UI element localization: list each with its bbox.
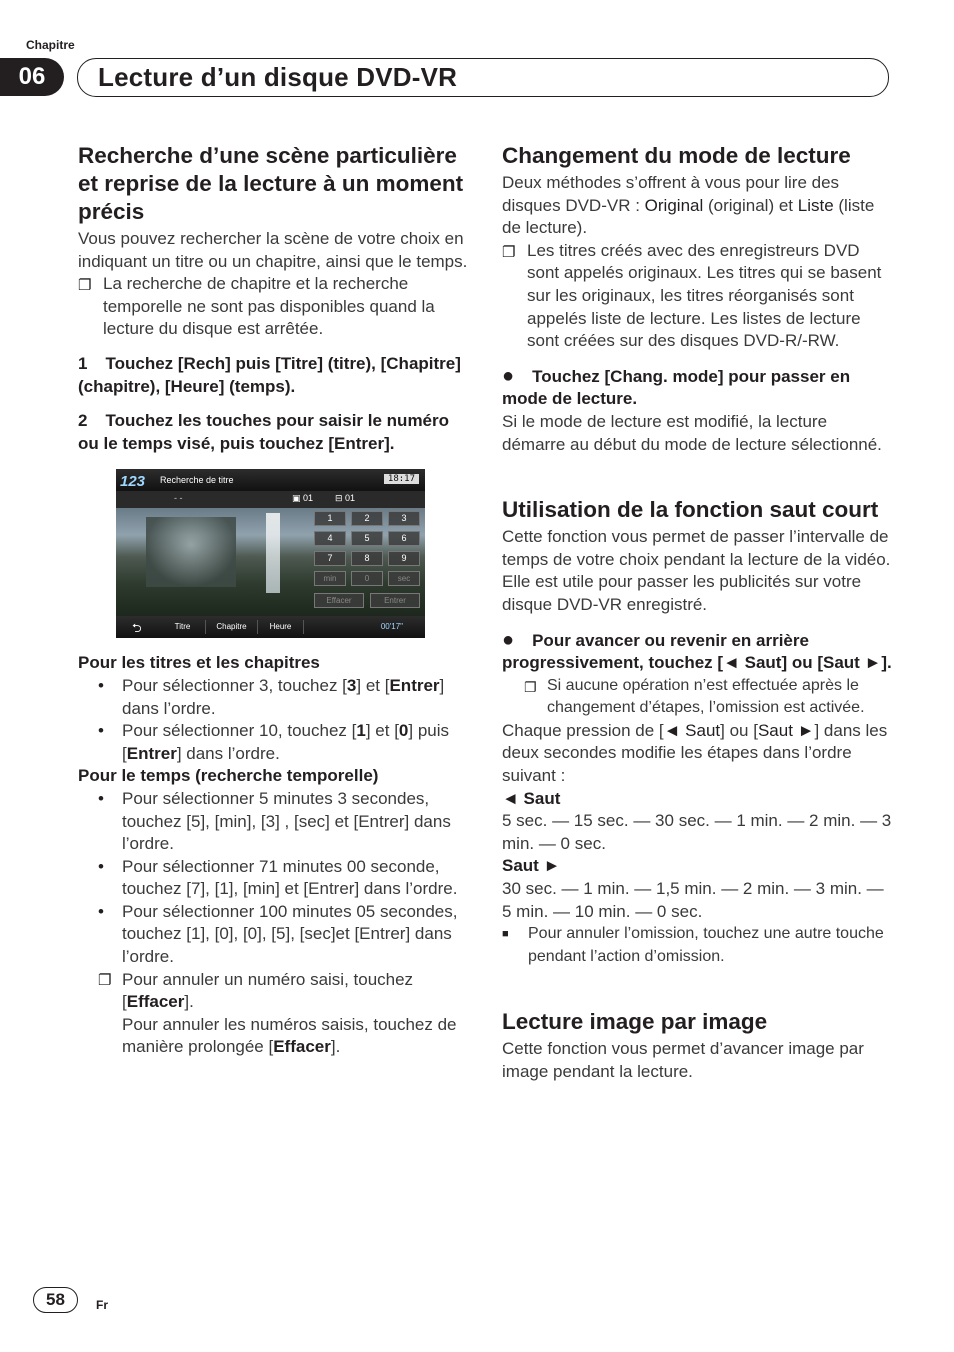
key-sec[interactable]: sec — [388, 571, 420, 586]
language-code: Fr — [96, 1298, 108, 1312]
time-bullet-3: • Pour sélectionner 100 minutes 05 secondes, touchez [1], [0], [0], [5], [sec]et [Entrer] dans l’ordre. — [98, 901, 458, 967]
step-1 — [78, 353, 468, 398]
page-number: 58 — [33, 1287, 78, 1313]
scene-waterfall — [266, 513, 280, 593]
time-heading: Pour le temps (recherche temporelle) — [78, 766, 379, 786]
screen-button-title[interactable]: Titre — [160, 620, 206, 634]
screen-button-chapter[interactable]: Chapitre — [206, 620, 258, 634]
skip-forward-sequence: 30 sec. — 1 min. — 1,5 min. — 2 min. — 3 min. — 5 min. — 10 min. — 0 sec. — [502, 879, 884, 921]
key-4[interactable]: 4 — [314, 531, 346, 546]
key-clear[interactable]: Effacer — [314, 593, 364, 608]
chapter-label: Chapitre — [26, 38, 75, 52]
search-note-text: La recherche de chapitre et la recherche temporelle ne sont pas disponibles quand la lecture du disque est arrêtée. — [103, 274, 435, 339]
key-2[interactable]: 2 — [351, 511, 383, 526]
skip-step: ● Pour avancer ou revenir en arrière progressivement, touchez [◄ Saut] ou [Saut ►]. — [502, 628, 892, 673]
titles-bullet-1: • Pour sélectionner 3, touchez [3] et [Entrer] dans l’ordre. — [98, 675, 445, 718]
step-2 — [78, 410, 468, 455]
chapter-number-badge: 06 — [0, 58, 64, 96]
section-title-search: Recherche d’une scène particulière et reprise de la lecture à un moment précis — [78, 143, 464, 224]
key-9[interactable]: 9 — [388, 551, 420, 566]
key-3[interactable]: 3 — [388, 511, 420, 526]
key-enter[interactable]: Entrer — [370, 593, 420, 608]
square-bullet-icon: ■ — [502, 928, 509, 941]
skip-subnote: ❐ Si aucune opération n’est effectuée après le changement d’étapes, l’omission est activée. — [524, 676, 865, 717]
mode-step: ● Touchez [Chang. mode] pour passer en mode de lecture. — [502, 364, 851, 409]
skip-back-sequence: 5 sec. — 15 sec. — 30 sec. — 1 min. — 2 min. — 3 min. — 0 sec. — [502, 811, 892, 853]
skip-back-label: ◄ Saut — [502, 788, 561, 808]
cancel-note: ❐ Pour annuler un numéro saisi, touchez [Effacer]. Pour annuler les numéros saisis, touchez de manière prolongée [Effacer]. — [98, 969, 457, 1057]
scene-cliff — [146, 517, 236, 587]
screen-elapsed-time: 00'17" — [380, 622, 403, 632]
mode-note: ❐ Les titres créés avec des enregistreurs DVD sont appelés originaux. Les titres qui se basent sur les originaux, les titres réorganisés sont appelés liste de lecture. Les listes de lecture sont créées sur des disques DVD-R/-RW. — [502, 240, 882, 351]
step-1-text: Touchez [Rech] puis [Titre] (titre), [Chapitre] (chapitre), [Heure] (temps). — [78, 353, 461, 396]
numeric-search-icon: 123 — [120, 473, 146, 491]
search-note — [78, 273, 468, 341]
screen-input-row — [116, 491, 425, 508]
key-6[interactable]: 6 — [388, 531, 420, 546]
screen-title: Recherche de titre — [160, 475, 234, 486]
mode-step-body: Si le mode de lecture est modifié, la lecture démarre au début du mode de lecture sélectionné. — [502, 411, 882, 454]
step-1-number: 1 — [78, 353, 88, 373]
checkbox-note-icon: ❐ — [502, 243, 516, 261]
time-bullet-1: • Pour sélectionner 5 minutes 3 secondes, touchez [5], [min], [3] , [sec] et [Entrer] dans l’ordre. — [98, 788, 451, 854]
title-search-screenshot — [116, 469, 425, 638]
titles-heading: Pour les titres et les chapitres — [78, 653, 320, 673]
skip-intro: Cette fonction vous permet de passer l’intervalle de temps de votre choix pendant la lecture de la vidéo. Elle est utile pour passer les publicités sur votre disque DVD-VR enregistré. — [502, 527, 891, 614]
frame-body: Cette fonction vous permet d’avancer image par image pendant la lecture. — [502, 1039, 864, 1081]
key-7[interactable]: 7 — [314, 551, 346, 566]
mode-intro: Deux méthodes s’offrent à vous pour lire des disques DVD-VR : Original (original) et Liste (liste de lecture). — [502, 173, 875, 238]
section-title-frame: Lecture image par image — [502, 1009, 768, 1035]
screen-input-value: - - — [174, 493, 183, 504]
key-8[interactable]: 8 — [351, 551, 383, 566]
checkbox-note-icon: ❐ — [524, 678, 537, 695]
key-5[interactable]: 5 — [351, 531, 383, 546]
checkbox-note-icon: ❐ — [98, 971, 112, 989]
left-column — [78, 142, 468, 1059]
skip-body: Chaque pression de [◄ Saut] ou [Saut ►] dans les deux secondes modifie les étapes dans l’ordre suivant : — [502, 720, 888, 786]
section-title-skip: Utilisation de la fonction saut court — [502, 497, 879, 523]
titles-bullet-2: • Pour sélectionner 10, touchez [1] et [0] puis [Entrer] dans l’ordre. — [98, 721, 450, 763]
screen-button-time[interactable]: Heure — [258, 620, 304, 634]
time-bullet-2: • Pour sélectionner 71 minutes 00 seconde, touchez [7], [1], [min] et [Entrer] dans l’ordre. — [98, 856, 458, 899]
step-2-text: Touchez les touches pour saisir le numéro ou le temps visé, puis touchez [Entrer]. — [78, 411, 450, 453]
screen-chapter-number: ⊟ 01 — [335, 493, 356, 504]
chapter-title-box — [77, 58, 889, 97]
checkbox-note-icon: ❐ — [78, 277, 92, 295]
right-column — [502, 142, 892, 1084]
skip-small-note: ■ Pour annuler l’omission, touchez une autre touche pendant l’action d’omission. — [502, 925, 884, 965]
key-0[interactable]: 0 — [351, 571, 383, 586]
step-2-number: 2 — [78, 411, 88, 431]
numeric-keypad — [314, 509, 422, 613]
section-title-mode: Changement du mode de lecture — [502, 143, 851, 168]
search-intro: Vous pouvez rechercher la scène de votre choix en indiquant un titre ou un chapitre, ainsi que le temps. — [78, 229, 468, 271]
screen-clock: 18:17 — [384, 474, 419, 484]
key-min[interactable]: min — [314, 571, 346, 586]
key-1[interactable]: 1 — [314, 511, 346, 526]
skip-forward-label: Saut ► — [502, 856, 561, 876]
chapter-title: Lecture d’un disque DVD-VR — [98, 62, 458, 92]
screen-title-number: ▣ 01 — [292, 493, 314, 504]
back-arrow-icon[interactable]: ⮌ — [132, 621, 142, 636]
